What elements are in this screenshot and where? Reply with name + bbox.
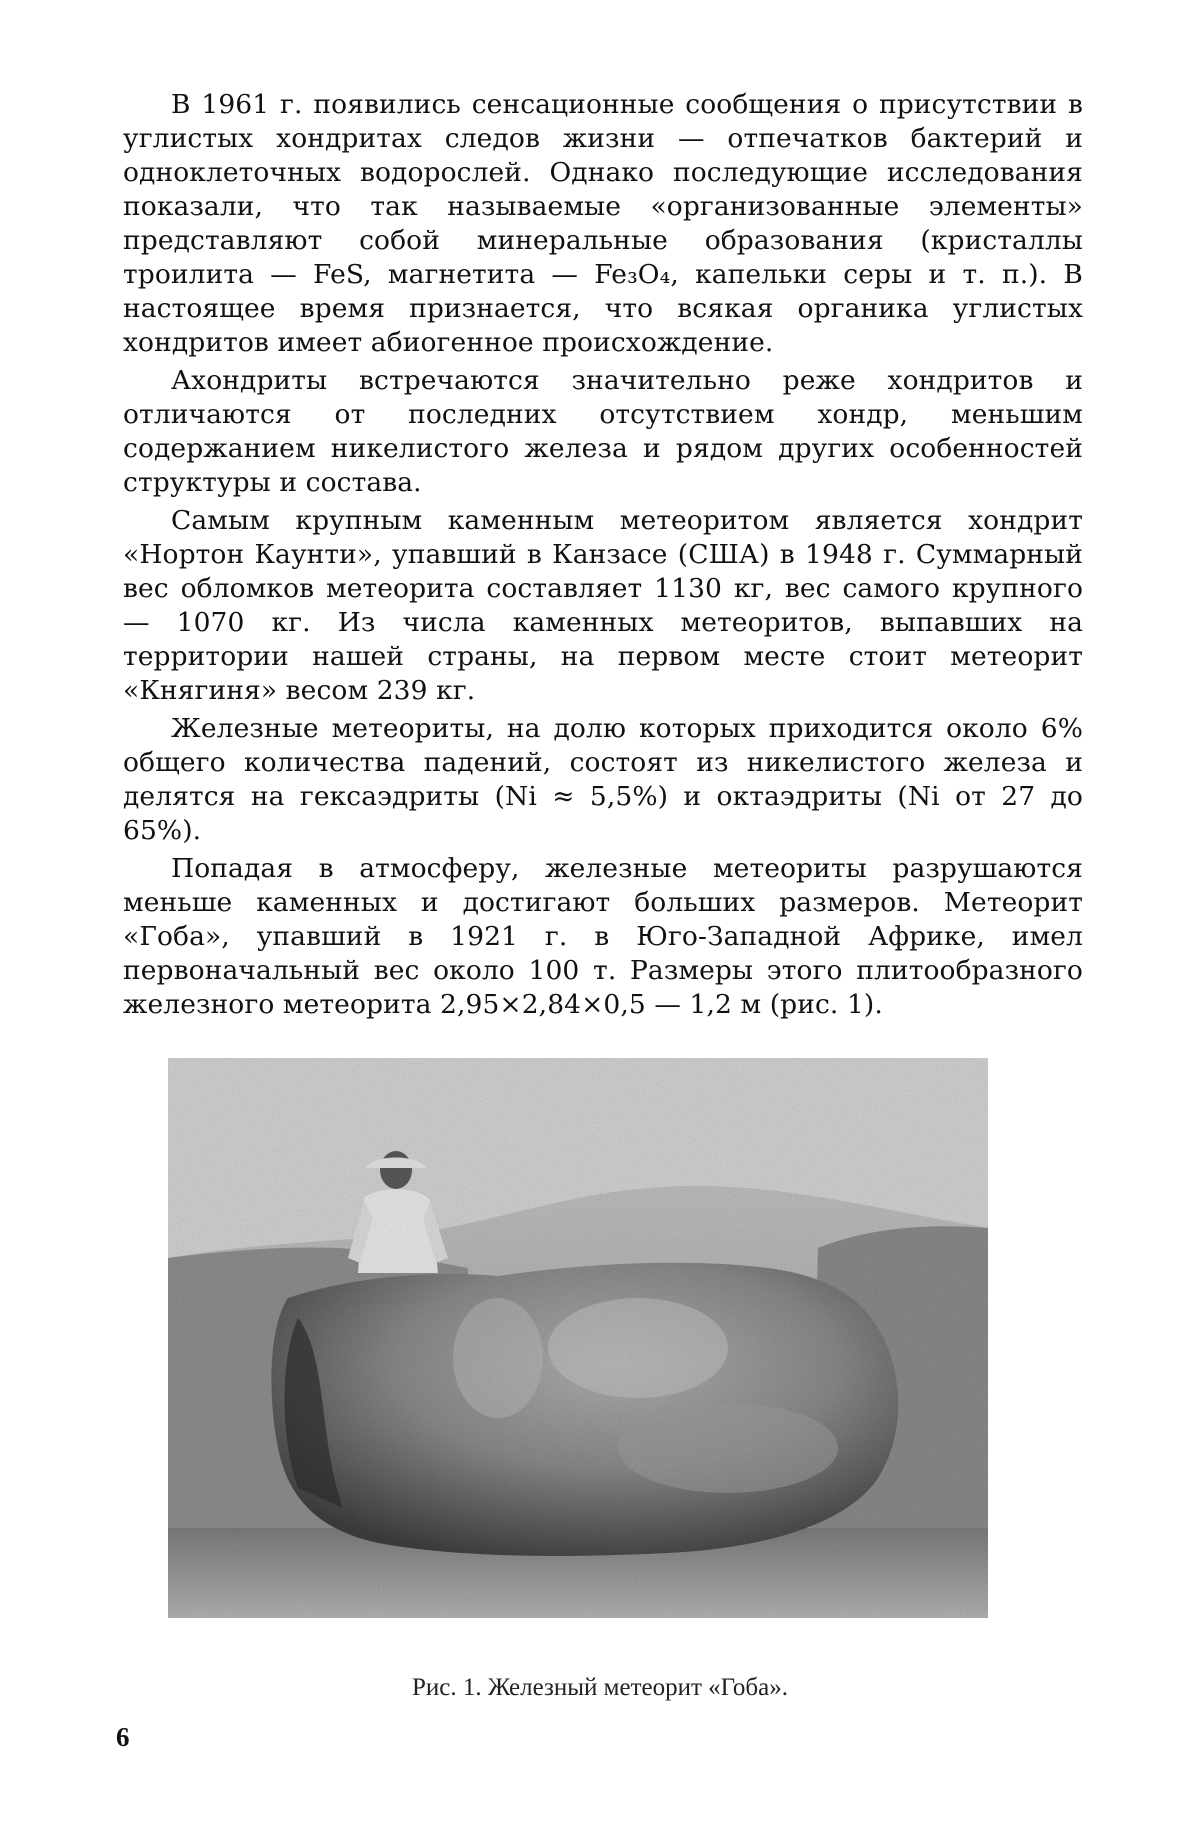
- figure-caption: Рис. 1. Железный метеорит «Гоба».: [412, 1674, 788, 1701]
- paragraph-3: Самым крупным каменным метеоритом является хондрит «Нортон Каунти», упавший в Канзасе (США) в 1948 г. Суммарный вес обломков метеорита составляет 1130 кг, вес самого крупного — 1070 кг. Из числа каменных метеоритов, выпавших на территории нашей страны, на первом месте стоит метеорит «Княгиня» весом 239 кг.: [123, 505, 1083, 706]
- body-text: [123, 88, 1083, 1026]
- paragraph-5: Попадая в атмосферу, железные метеориты разрушаются меньше каменных и достигают больших размеров. Метеорит «Гоба», упавший в 1921 г. в Юго-Западной Африке, имел первоначальный вес около 100 т. Размеры этого плитообразного железного метеорита 2,95×2,84×0,5 — 1,2 м (рис. 1).: [123, 853, 1083, 1020]
- paragraph-4: Железные метеориты, на долю которых приходится около 6% общего количества падений, состоят из никелистого железа и делятся на гексаэдриты (Ni ≈ 5,5%) и октаэдриты (Ni от 27 до 65%).: [123, 713, 1083, 846]
- page-number: 6: [116, 1722, 130, 1752]
- paragraph-1: В 1961 г. появились сенсационные сообщения о присутствии в углистых хондритах следов жизни — отпечатков бактерий и одноклеточных водорослей. Однако последующие исследования показали, что так называемые «организованные элементы» представляют собой минеральные образования (кристаллы троилита — FeS, магнетита — Fe₃O₄, капельки серы и т. п.). В настоящее время признается, что всякая органика углистых хондритов имеет абиогенное происхождение.: [123, 89, 1083, 358]
- paragraph-2: Ахондриты встречаются значительно реже хондритов и отличаются от последних отсутствием хондр, меньшим содержанием никелистого железа и рядом других особенностей структуры и состава.: [123, 365, 1083, 498]
- meteorite-photo-image: [168, 1058, 988, 1618]
- meteorite-photo: [168, 1058, 988, 1618]
